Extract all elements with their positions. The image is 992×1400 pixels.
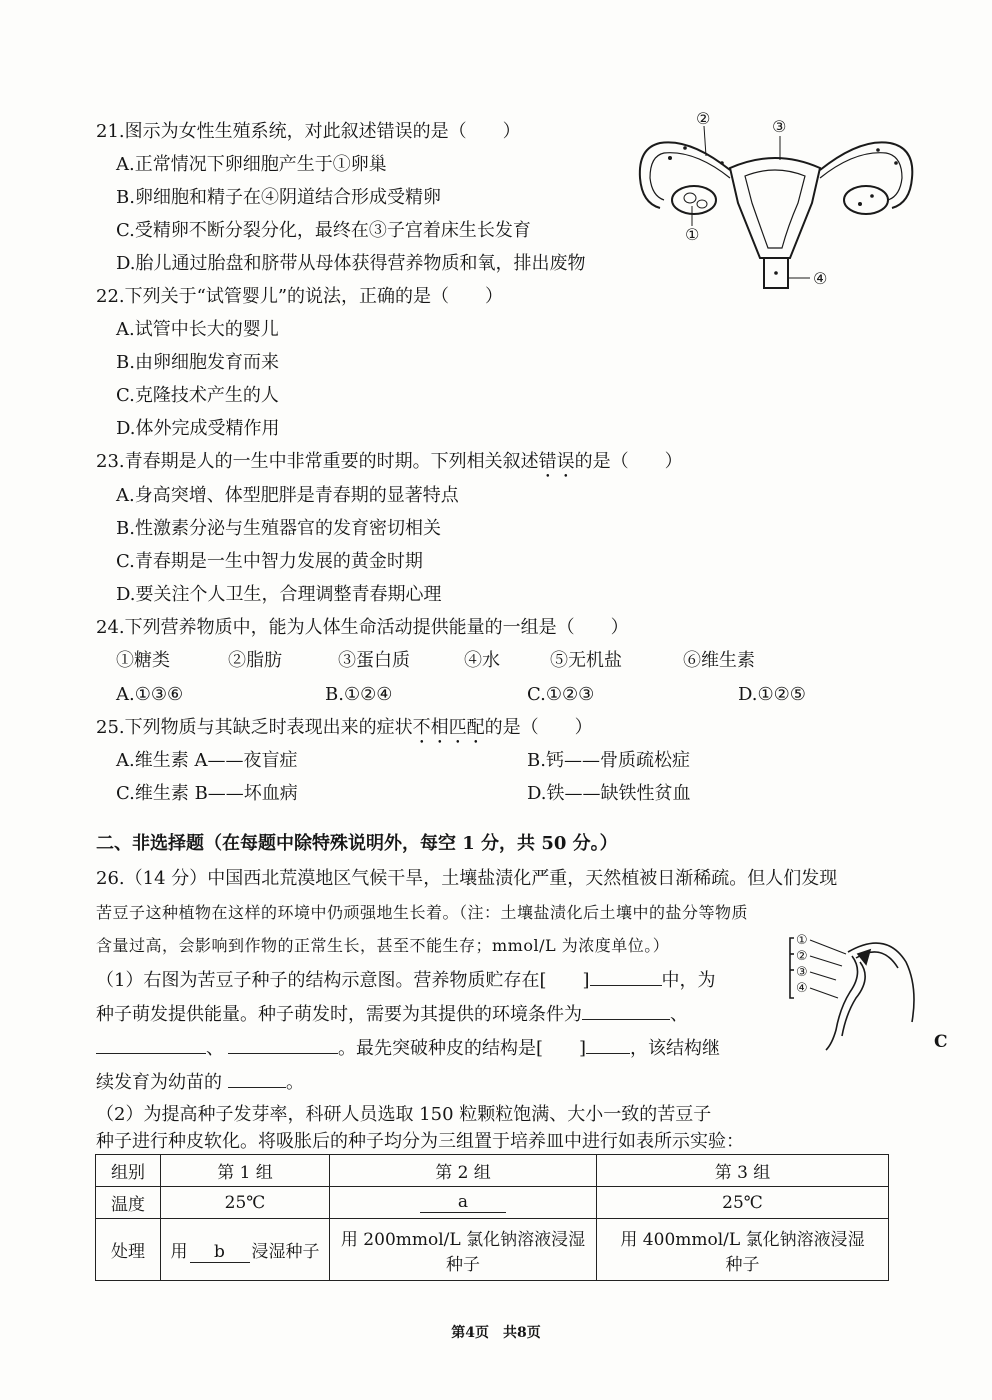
q24-item-5: ⑤无机盐 bbox=[550, 650, 622, 671]
diagram-label-2: ② bbox=[696, 109, 711, 128]
table-row bbox=[96, 1219, 889, 1281]
q26-line-3: 含量过高，会影响到作物的正常生长，甚至不能生存；mmol/L 为浓度单位。） bbox=[96, 936, 670, 955]
group-1-treatment bbox=[161, 1219, 330, 1281]
q26-p1-text-f: 。最先突破种皮的结构是[ ] bbox=[338, 1038, 587, 1059]
treat1-post: 浸湿种子 bbox=[251, 1241, 320, 1262]
q26-part1-line-4 bbox=[96, 1069, 304, 1095]
q25-stem bbox=[96, 716, 593, 748]
group-1-temperature: 25℃ bbox=[161, 1187, 330, 1219]
q22-stem: 22.下列关于“试管婴儿”的说法，正确的是（ ） bbox=[96, 286, 504, 307]
seed-label-1: ① bbox=[796, 933, 808, 948]
seed-label-2: ② bbox=[796, 949, 808, 964]
q25-option-d: D.铁——缺铁性贫血 bbox=[527, 783, 691, 804]
q24-item-1: ①糖类 bbox=[116, 650, 170, 671]
q23-option-c: C.青春期是一生中智力发展的黄金时期 bbox=[116, 551, 423, 572]
q23-stem-post: 的是（ ） bbox=[574, 451, 683, 472]
q23-option-d: D.要关注个人卫生，合理调整青春期心理 bbox=[116, 584, 442, 605]
group-1-header: 第 1 组 bbox=[161, 1155, 330, 1187]
section-2-heading: 二、非选择题（在每题中除特殊说明外，每空 1 分，共 50 分。） bbox=[96, 833, 618, 854]
treat2-line-1: 用 200mmol/L 氯化钠溶液浸湿 bbox=[340, 1229, 586, 1250]
q26-p1-text-c: 种子萌发提供能量。种子萌发时，需要为其提供的环境条件为 bbox=[96, 1004, 582, 1025]
group-2-header: 第 2 组 bbox=[330, 1155, 597, 1187]
q26-part2-line-1: （2）为提高种子发芽率，科研人员选取 150 粒颗粒饱满、大小一致的苦豆子 bbox=[96, 1104, 712, 1125]
blank-b[interactable]: b bbox=[190, 1242, 250, 1263]
answer-blank[interactable] bbox=[582, 1001, 670, 1020]
q21-option-b: B.卵细胞和精子在④阴道结合形成受精卵 bbox=[116, 187, 441, 208]
q21-option-d: D.胎儿通过胎盘和脐带从母体获得营养物质和氧，排出废物 bbox=[116, 253, 586, 274]
diagram-label-4: ④ bbox=[813, 269, 828, 288]
group-2-temperature bbox=[330, 1187, 597, 1219]
row-header-temperature: 温度 bbox=[96, 1187, 161, 1219]
q23-stem-emphasis: 错误 bbox=[538, 451, 575, 472]
answer-blank[interactable] bbox=[228, 1069, 286, 1088]
q26-p1-text-i: 。 bbox=[286, 1072, 304, 1093]
seed-structure-diagram bbox=[786, 932, 926, 1082]
q22-option-c: C.克隆技术产生的人 bbox=[116, 385, 279, 406]
q21-stem: 21.图示为女性生殖系统，对此叙述错误的是（ ） bbox=[96, 121, 521, 142]
treat3-line-1: 用 400mmol/L 氯化钠溶液浸湿 bbox=[620, 1229, 865, 1250]
q26-p1-text-b: 中，为 bbox=[661, 970, 716, 991]
seed-label-4: ④ bbox=[796, 981, 808, 996]
q24-stem: 24.下列营养物质中，能为人体生命活动提供能量的一组是（ ） bbox=[96, 617, 629, 638]
row-header-group: 组别 bbox=[96, 1155, 161, 1187]
q23-option-a: A.身高突增、体型肥胖是青春期的显著特点 bbox=[116, 485, 459, 506]
q23-stem bbox=[96, 450, 683, 482]
q26-part1-line-3 bbox=[96, 1035, 720, 1061]
q26-part1-line-1 bbox=[96, 967, 716, 993]
q26-part1-line-2 bbox=[96, 1001, 688, 1027]
q24-option-c: C.①②③ bbox=[527, 684, 595, 705]
q25-stem-emphasis: 不相匹配 bbox=[412, 717, 485, 738]
q24-option-d: D.①②⑤ bbox=[738, 684, 806, 705]
q23-stem-pre: 23.青春期是人的一生中非常重要的时期。下列相关叙述 bbox=[96, 451, 539, 472]
q21-option-c: C.受精卵不断分裂分化，最终在③子宫着床生长发育 bbox=[116, 220, 531, 241]
treat3-line-2: 种子 bbox=[725, 1254, 760, 1275]
q24-item-3: ③蛋白质 bbox=[338, 650, 410, 671]
q21-option-a: A.正常情况下卵细胞产生于①卵巢 bbox=[116, 154, 387, 175]
table-row bbox=[96, 1155, 889, 1187]
page-footer: 第4页 共8页 bbox=[451, 1325, 541, 1341]
answer-blank[interactable] bbox=[228, 1035, 338, 1054]
answer-blank[interactable] bbox=[96, 1035, 206, 1054]
answer-blank[interactable] bbox=[586, 1035, 630, 1054]
q22-option-a: A.试管中长大的婴儿 bbox=[116, 319, 279, 340]
diagram-label-1: ① bbox=[685, 225, 700, 244]
q22-option-b: B.由卵细胞发育而来 bbox=[116, 352, 279, 373]
group-2-treatment bbox=[330, 1219, 597, 1281]
q26-p1-text-g: ，该结构继 bbox=[630, 1038, 721, 1059]
experiment-table bbox=[95, 1154, 889, 1281]
q24-item-6: ⑥维生素 bbox=[683, 650, 755, 671]
q25-option-b: B.钙——骨质疏松症 bbox=[527, 750, 690, 771]
q25-option-a: A.维生素 A——夜盲症 bbox=[116, 750, 298, 771]
q24-option-b: B.①②④ bbox=[325, 684, 393, 705]
q26-line-1: 26.（14 分）中国西北荒漠地区气候干旱，土壤盐渍化严重，天然植被日渐稀疏。但人们发现 bbox=[96, 868, 838, 889]
treat2-line-2: 种子 bbox=[446, 1254, 480, 1275]
treat1-pre: 用 bbox=[170, 1241, 188, 1262]
q24-item-4: ④水 bbox=[464, 650, 500, 671]
q26-p1-text-h: 续发育为幼苗的 bbox=[96, 1072, 222, 1093]
q26-part2-line-2: 种子进行种皮软化。将吸胀后的种子均分为三组置于培养皿中进行如表所示实验： bbox=[96, 1131, 744, 1152]
diagram-label-3: ③ bbox=[772, 117, 787, 136]
table-row bbox=[96, 1187, 889, 1219]
q25-option-c: C.维生素 B——坏血病 bbox=[116, 783, 298, 804]
q26-line-2: 苦豆子这种植物在这样的环境中仍顽强地生长着。（注：土壤盐渍化后土壤中的盐分等物质 bbox=[96, 903, 749, 922]
q26-p1-text-e: 、 bbox=[206, 1038, 224, 1059]
q25-stem-post: 的是（ ） bbox=[484, 717, 593, 738]
q26-p1-text-d: 、 bbox=[670, 1004, 688, 1025]
blank-a[interactable]: a bbox=[420, 1192, 506, 1213]
q22-option-d: D.体外完成受精作用 bbox=[116, 418, 280, 439]
q26-p1-text-a: （1）右图为苦豆子种子的结构示意图。营养物质贮存在[ ] bbox=[96, 970, 590, 991]
female-reproductive-diagram bbox=[630, 108, 930, 298]
group-3-temperature: 25℃ bbox=[597, 1187, 889, 1219]
row-header-treatment: 处理 bbox=[96, 1219, 161, 1281]
seed-label-3: ③ bbox=[796, 965, 808, 980]
q23-option-b: B.性激素分泌与生殖器官的发育密切相关 bbox=[116, 518, 441, 539]
q25-stem-pre: 25.下列物质与其缺乏时表现出来的症状 bbox=[96, 717, 413, 738]
q24-option-a: A.①③⑥ bbox=[116, 684, 184, 705]
answer-blank[interactable] bbox=[590, 967, 662, 986]
group-3-treatment bbox=[597, 1219, 889, 1281]
group-3-header: 第 3 组 bbox=[597, 1155, 889, 1187]
margin-mark: C bbox=[934, 1032, 948, 1052]
q24-item-2: ②脂肪 bbox=[228, 650, 282, 671]
